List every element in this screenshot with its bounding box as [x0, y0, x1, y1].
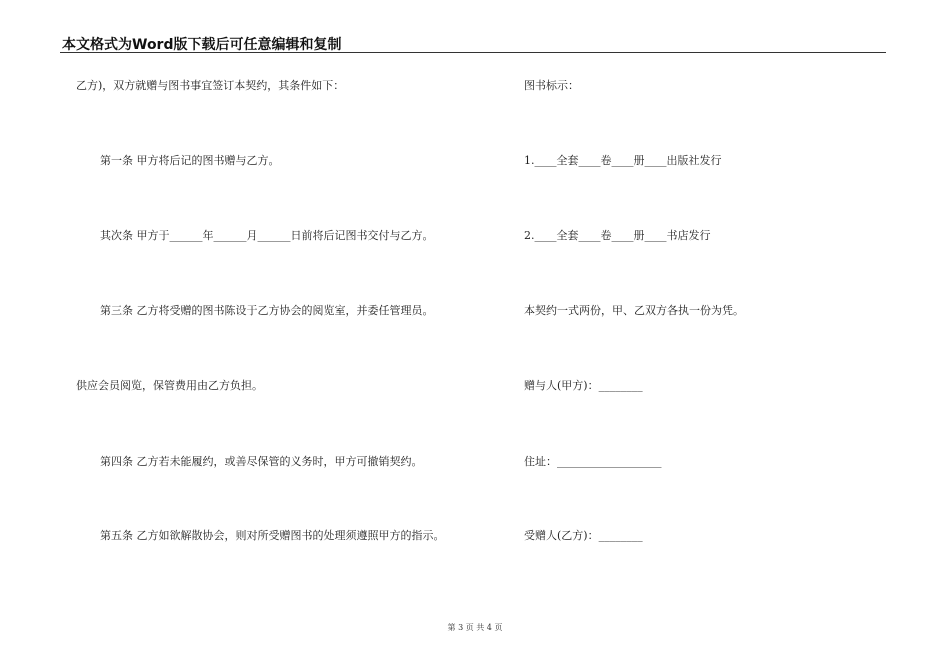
- right-line-copies: 本契约一式两份，甲、乙双方各执一份为凭。: [524, 304, 744, 317]
- left-line-article-5: 第五条 乙方如欲解散协会，则对所受赠图书的处理须遵照甲方的指示。: [100, 529, 445, 542]
- right-line-recipient: 受赠人(乙方)：________: [524, 529, 643, 542]
- right-line-address: 住址：___________________: [524, 455, 662, 468]
- document-header-title: 本文格式为Word版下载后可任意编辑和复制: [62, 37, 342, 53]
- left-line-article-1: 第一条 甲方将后记的图书赠与乙方。: [100, 154, 280, 167]
- right-line-book-1: 1.____全套____卷____册____出版社发行: [524, 154, 722, 167]
- left-line-article-2: 其次条 甲方于______年______月______日前将后记图书交付与乙方。: [100, 229, 434, 242]
- right-line-book-2: 2.____全套____卷____册____书店发行: [524, 229, 711, 242]
- left-line-article-3-cont: 供应会员阅览，保管费用由乙方负担。: [76, 379, 263, 392]
- right-line-book-label: 图书标示：: [524, 79, 579, 92]
- page-indicator: 第 3 页 共 4 页: [447, 623, 503, 632]
- right-line-donor: 赠与人(甲方)：________: [524, 379, 643, 392]
- left-line-intro: 乙方)，双方就赠与图书事宜签订本契约，其条件如下：: [76, 79, 345, 92]
- header-divider: [60, 52, 886, 53]
- left-line-article-4: 第四条 乙方若未能履约，或善尽保管的义务时，甲方可撤销契约。: [100, 455, 423, 468]
- left-line-article-3: 第三条 乙方将受赠的图书陈设于乙方协会的阅览室，并委任管理员。: [100, 304, 434, 317]
